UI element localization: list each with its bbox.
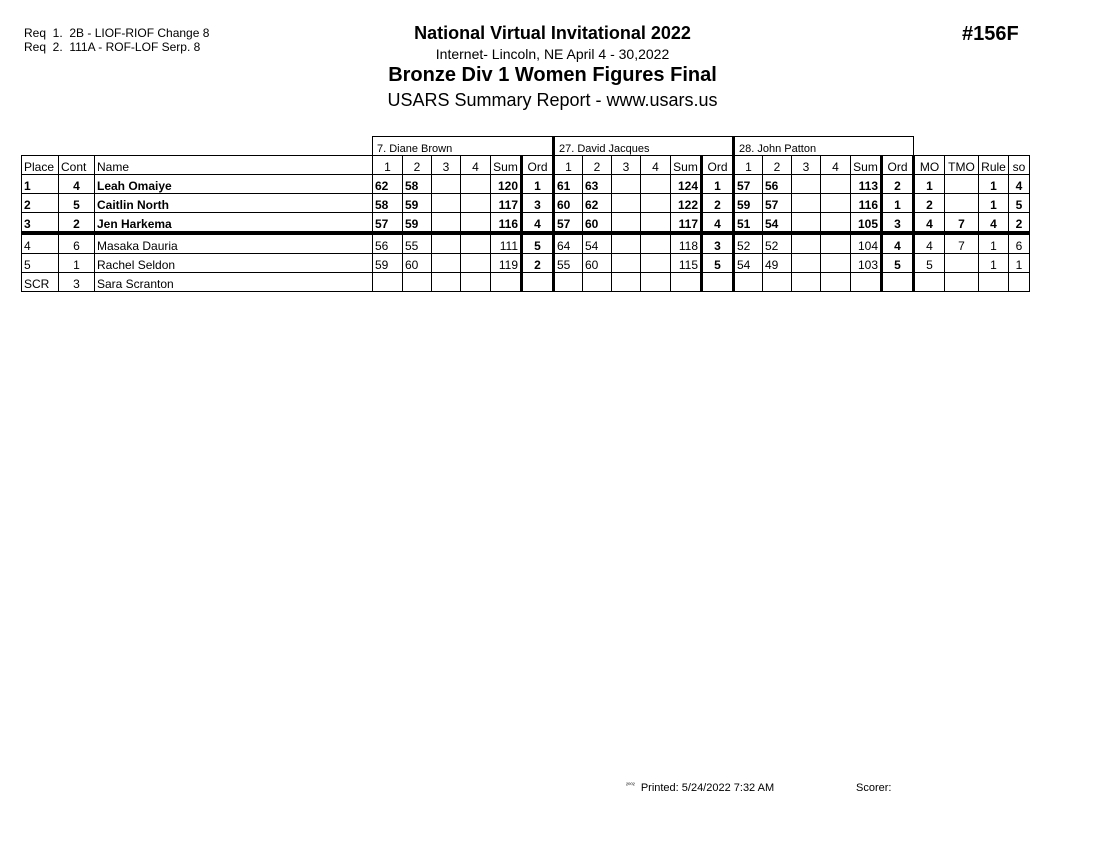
score-cell — [792, 254, 821, 273]
sum-cell: 103 — [851, 254, 882, 273]
score-cell — [432, 273, 461, 292]
score-cell: 60 — [403, 254, 432, 273]
so-cell: 4 — [1009, 175, 1030, 194]
score-cell: 55 — [554, 254, 583, 273]
event-venue: Internet- Lincoln, NE April 4 - 30,2022 — [435, 46, 670, 62]
ordinal-cell: 3 — [882, 213, 914, 234]
printed-timestamp — [626, 782, 774, 794]
score-cell — [612, 273, 641, 292]
score-cell: 60 — [583, 254, 612, 273]
tmo-cell — [945, 194, 979, 213]
sum-cell: 115 — [671, 254, 702, 273]
figure-header: 1 — [554, 156, 583, 175]
ordinal-cell: 4 — [882, 233, 914, 254]
skater-name: Masaka Dauria — [95, 233, 373, 254]
score-cell: 56 — [763, 175, 792, 194]
score-cell: 64 — [554, 233, 583, 254]
score-cell: 60 — [554, 194, 583, 213]
tmo-cell — [945, 175, 979, 194]
so-cell: 1 — [1009, 254, 1030, 273]
score-cell — [641, 213, 671, 234]
score-cell: 59 — [403, 194, 432, 213]
score-cell — [432, 233, 461, 254]
score-cell — [821, 233, 851, 254]
mo-cell: 1 — [914, 175, 945, 194]
figure-header: 1 — [734, 156, 763, 175]
score-cell — [461, 213, 491, 234]
ordinal-cell: 2 — [522, 254, 554, 273]
ordinal-cell: 1 — [882, 194, 914, 213]
score-cell — [461, 273, 491, 292]
score-cell: 54 — [734, 254, 763, 273]
report-subtitle: USARS Summary Report - www.usars.us — [387, 90, 718, 110]
ordinal-cell: 1 — [702, 175, 734, 194]
sum-header: Sum — [851, 156, 882, 175]
sum-cell — [491, 273, 522, 292]
event-title: National Virtual Invitational 2022 — [414, 23, 691, 43]
score-cell — [792, 194, 821, 213]
ordinal-cell: 4 — [702, 213, 734, 234]
mo-header: MO — [914, 156, 945, 175]
score-cell — [612, 194, 641, 213]
score-cell — [734, 273, 763, 292]
cont-header: Cont — [59, 156, 95, 175]
cont-cell: 3 — [59, 273, 95, 292]
sum-cell: 113 — [851, 175, 882, 194]
event-number: #156F — [962, 23, 1019, 45]
blank-cell — [914, 137, 1030, 156]
tmo-cell: 7 — [945, 213, 979, 234]
cont-cell: 1 — [59, 254, 95, 273]
score-cell — [583, 273, 612, 292]
judge-name: 28. John Patton — [734, 137, 914, 156]
skater-name: Sara Scranton — [95, 273, 373, 292]
score-cell — [641, 254, 671, 273]
score-cell: 55 — [403, 233, 432, 254]
score-cell: 54 — [763, 213, 792, 234]
ordinal-cell: 4 — [522, 213, 554, 234]
judge-name: 27. David Jacques — [554, 137, 734, 156]
score-cell — [373, 273, 403, 292]
event-name: Bronze Div 1 Women Figures Final — [388, 64, 717, 86]
score-cell: 62 — [373, 175, 403, 194]
figure-header: 4 — [821, 156, 851, 175]
score-cell: 57 — [554, 213, 583, 234]
skater-row — [22, 194, 1030, 213]
requirement-2: Req 2. 111A - ROF-LOF Serp. 8 — [24, 40, 201, 54]
score-cell: 59 — [373, 254, 403, 273]
rule-cell: 1 — [979, 233, 1009, 254]
tmo-cell: 7 — [945, 233, 979, 254]
tmo-cell — [945, 254, 979, 273]
mo-cell: 4 — [914, 233, 945, 254]
ordinal-cell: 1 — [522, 175, 554, 194]
score-cell — [554, 273, 583, 292]
score-cell: 58 — [373, 194, 403, 213]
score-cell — [641, 273, 671, 292]
score-cell — [821, 213, 851, 234]
rule-header: Rule — [979, 156, 1009, 175]
ordinal-cell: 5 — [882, 254, 914, 273]
sum-cell — [671, 273, 702, 292]
score-cell — [792, 213, 821, 234]
mo-cell: 4 — [914, 213, 945, 234]
so-cell: 5 — [1009, 194, 1030, 213]
mo-cell — [914, 273, 945, 292]
footer-mark: ²⁰⁰² — [626, 783, 635, 789]
figure-header: 4 — [461, 156, 491, 175]
score-cell — [792, 273, 821, 292]
skater-name: Leah Omaiye — [95, 175, 373, 194]
place-cell: SCR — [22, 273, 59, 292]
cont-cell: 5 — [59, 194, 95, 213]
score-cell: 56 — [373, 233, 403, 254]
ord-header: Ord — [702, 156, 734, 175]
score-cell: 49 — [763, 254, 792, 273]
score-cell: 52 — [763, 233, 792, 254]
figure-header: 1 — [373, 156, 403, 175]
score-cell — [763, 273, 792, 292]
score-cell — [612, 175, 641, 194]
score-cell — [612, 213, 641, 234]
score-cell — [403, 273, 432, 292]
ordinal-cell: 2 — [702, 194, 734, 213]
figure-header: 2 — [583, 156, 612, 175]
score-cell — [432, 194, 461, 213]
score-cell — [641, 194, 671, 213]
cont-cell: 4 — [59, 175, 95, 194]
ordinal-cell: 2 — [882, 175, 914, 194]
sum-header: Sum — [671, 156, 702, 175]
score-cell: 60 — [583, 213, 612, 234]
sum-cell — [851, 273, 882, 292]
score-cell: 63 — [583, 175, 612, 194]
score-cell: 62 — [583, 194, 612, 213]
cont-cell: 6 — [59, 233, 95, 254]
score-cell — [612, 233, 641, 254]
score-cell: 57 — [734, 175, 763, 194]
score-cell: 58 — [403, 175, 432, 194]
sum-cell: 120 — [491, 175, 522, 194]
judge-name: 7. Diane Brown — [373, 137, 554, 156]
place-header: Place — [22, 156, 59, 175]
column-header-row — [22, 156, 1030, 175]
score-cell: 59 — [734, 194, 763, 213]
cont-cell: 2 — [59, 213, 95, 234]
sum-cell: 124 — [671, 175, 702, 194]
figure-header: 3 — [432, 156, 461, 175]
skater-row — [22, 254, 1030, 273]
figure-header: 3 — [792, 156, 821, 175]
ord-header: Ord — [522, 156, 554, 175]
rule-cell: 1 — [979, 175, 1009, 194]
place-cell: 2 — [22, 194, 59, 213]
sum-cell: 116 — [851, 194, 882, 213]
so-cell: 6 — [1009, 233, 1030, 254]
ordinal-cell — [522, 273, 554, 292]
rule-cell: 4 — [979, 213, 1009, 234]
so-header: so — [1009, 156, 1030, 175]
sum-cell: 116 — [491, 213, 522, 234]
ordinal-cell — [882, 273, 914, 292]
results-table — [21, 136, 1030, 292]
scorer-label: Scorer: — [856, 782, 892, 794]
mo-cell: 2 — [914, 194, 945, 213]
score-cell: 51 — [734, 213, 763, 234]
score-cell — [461, 233, 491, 254]
sum-cell: 122 — [671, 194, 702, 213]
score-cell — [821, 254, 851, 273]
skater-name: Jen Harkema — [95, 213, 373, 234]
score-cell — [821, 194, 851, 213]
ordinal-cell: 3 — [702, 233, 734, 254]
tmo-header: TMO — [945, 156, 979, 175]
score-cell — [461, 175, 491, 194]
sum-cell: 117 — [671, 213, 702, 234]
name-header: Name — [95, 156, 373, 175]
so-cell — [1009, 273, 1030, 292]
score-cell — [792, 233, 821, 254]
so-cell: 2 — [1009, 213, 1030, 234]
skater-row — [22, 213, 1030, 234]
sum-cell: 105 — [851, 213, 882, 234]
place-cell: 5 — [22, 254, 59, 273]
rule-cell: 1 — [979, 254, 1009, 273]
figure-header: 4 — [641, 156, 671, 175]
score-cell — [432, 175, 461, 194]
figure-header: 2 — [403, 156, 432, 175]
score-cell: 57 — [763, 194, 792, 213]
figure-header: 3 — [612, 156, 641, 175]
skater-name: Rachel Seldon — [95, 254, 373, 273]
score-cell — [821, 273, 851, 292]
sum-cell: 119 — [491, 254, 522, 273]
score-cell — [432, 254, 461, 273]
requirements-block — [24, 26, 209, 54]
place-cell: 3 — [22, 213, 59, 234]
requirement-1: Req 1. 2B - LIOF-RIOF Change 8 — [24, 26, 210, 40]
judge-header-row — [22, 137, 1030, 156]
figure-header: 2 — [763, 156, 792, 175]
score-cell — [461, 254, 491, 273]
ordinal-cell — [702, 273, 734, 292]
score-cell: 52 — [734, 233, 763, 254]
score-cell — [432, 213, 461, 234]
sum-cell: 118 — [671, 233, 702, 254]
blank-cell — [22, 137, 373, 156]
score-cell — [612, 254, 641, 273]
tmo-cell — [945, 273, 979, 292]
score-cell — [641, 175, 671, 194]
skater-row — [22, 233, 1030, 254]
skater-row — [22, 273, 1030, 292]
rule-cell — [979, 273, 1009, 292]
mo-cell: 5 — [914, 254, 945, 273]
sum-cell: 111 — [491, 233, 522, 254]
place-cell: 4 — [22, 233, 59, 254]
sum-header: Sum — [491, 156, 522, 175]
skater-row — [22, 175, 1030, 194]
score-cell: 61 — [554, 175, 583, 194]
sum-cell: 117 — [491, 194, 522, 213]
score-cell — [792, 175, 821, 194]
score-cell — [461, 194, 491, 213]
place-cell: 1 — [22, 175, 59, 194]
ord-header: Ord — [882, 156, 914, 175]
ordinal-cell: 3 — [522, 194, 554, 213]
score-cell — [641, 233, 671, 254]
printed-text: Printed: 5/24/2022 7:32 AM — [640, 782, 775, 794]
score-cell — [821, 175, 851, 194]
score-cell: 54 — [583, 233, 612, 254]
ordinal-cell: 5 — [522, 233, 554, 254]
score-cell: 57 — [373, 213, 403, 234]
score-cell: 59 — [403, 213, 432, 234]
skater-name: Caitlin North — [95, 194, 373, 213]
ordinal-cell: 5 — [702, 254, 734, 273]
sum-cell: 104 — [851, 233, 882, 254]
rule-cell: 1 — [979, 194, 1009, 213]
